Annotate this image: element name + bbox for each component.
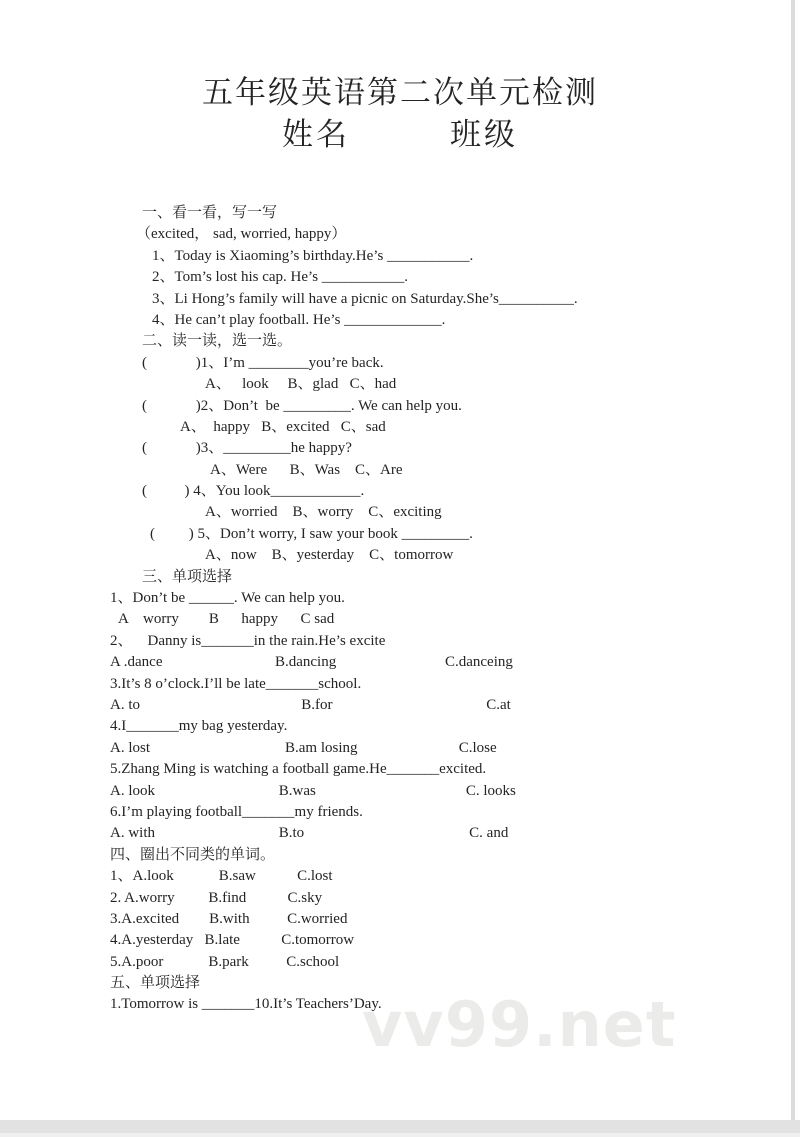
text-line: A、worried B、worry C、exciting [205, 504, 442, 521]
text-line: A、Were B、Was C、Are [210, 461, 403, 478]
text-line: A、 look B、glad C、had [205, 376, 397, 393]
text-line: A. look B.was C. looks [110, 782, 516, 799]
watermark: vv99.net [362, 988, 677, 1061]
text-line: 2. A.worry B.find C.sky [110, 889, 323, 906]
text-line: （excited， sad, worried, happy） [136, 226, 347, 243]
bottom-edge-band-light [0, 1133, 800, 1137]
text-line: A. to B.for C.at [110, 696, 511, 713]
text-line: 5.A.poor B.park C.school [110, 953, 340, 970]
text-line: ( )3、_________he happy? [142, 440, 352, 457]
name-class-line [0, 114, 800, 156]
text-line: 2、 Danny is_______in the rain.He’s excite [110, 632, 386, 649]
text-line: 2、Tom’s lost his cap. He’s ___________. [152, 269, 409, 286]
name-label: 姓名 [282, 117, 350, 152]
text-line: 1.Tomorrow is _______10.It’s Teachers’Day. [110, 996, 382, 1013]
text-line: 4、He can’t play football. He’s _____________. [152, 311, 446, 328]
text-line: 五、单项选择 [110, 975, 201, 992]
text-line: 1、A.look B.saw C.lost [110, 868, 333, 885]
page-edge-right [791, 0, 795, 1137]
text-line: 一、看一看，写一写 [142, 205, 278, 221]
text-line: ( ) 5、Don’t worry, I saw your book _________. [150, 525, 473, 542]
text-line: A. lost B.am losing C.lose [110, 739, 497, 756]
text-line: 4.I_______my bag yesterday. [110, 718, 288, 735]
text-line: A、now B、yesterday C、tomorrow [205, 547, 454, 564]
text-line: 三、单项选择 [142, 568, 233, 585]
text-line: ( )1、I’m ________you’re back. [142, 354, 384, 371]
text-line: 1、Today is Xiaoming’s birthday.He’s ___________. [152, 247, 474, 264]
text-line: 5.Zhang Ming is watching a football game.He_______excited. [110, 761, 487, 778]
text-line: 1、Don’t be ______. We can help you. [110, 590, 345, 607]
text-line: 3.A.excited B.with C.worried [110, 910, 348, 927]
text-line: A. with B.to C. and [110, 825, 509, 842]
bottom-edge-band [0, 1120, 800, 1133]
text-line: ( ) 4、You look____________. [142, 483, 365, 500]
text-line: ( )2、Don’t be _________. We can help you. [142, 397, 462, 414]
text-line: 4.A.yesterday B.late C.tomorrow [110, 932, 355, 949]
text-line: 3.It’s 8 o’clock.I’ll be late_______school. [110, 675, 362, 692]
text-line: A worry B happy C sad [118, 611, 335, 628]
text-line: 四、圈出不同类的单词。 [110, 846, 276, 863]
text-line: A、 happy B、excited C、sad [180, 418, 386, 435]
page-title: 五年级英语第二次单元检测 [202, 75, 598, 110]
text-line: 3、Li Hong’s family will have a picnic on Saturday.She’s__________. [152, 290, 578, 307]
class-label: 班级 [450, 117, 518, 152]
text-line: A .dance B.dancing C.danceing [110, 654, 513, 671]
text-line: 6.I’m playing football_______my friends. [110, 803, 363, 820]
document-lines [110, 203, 800, 1016]
text-line: 二、读一读，选一选。 [142, 333, 293, 350]
